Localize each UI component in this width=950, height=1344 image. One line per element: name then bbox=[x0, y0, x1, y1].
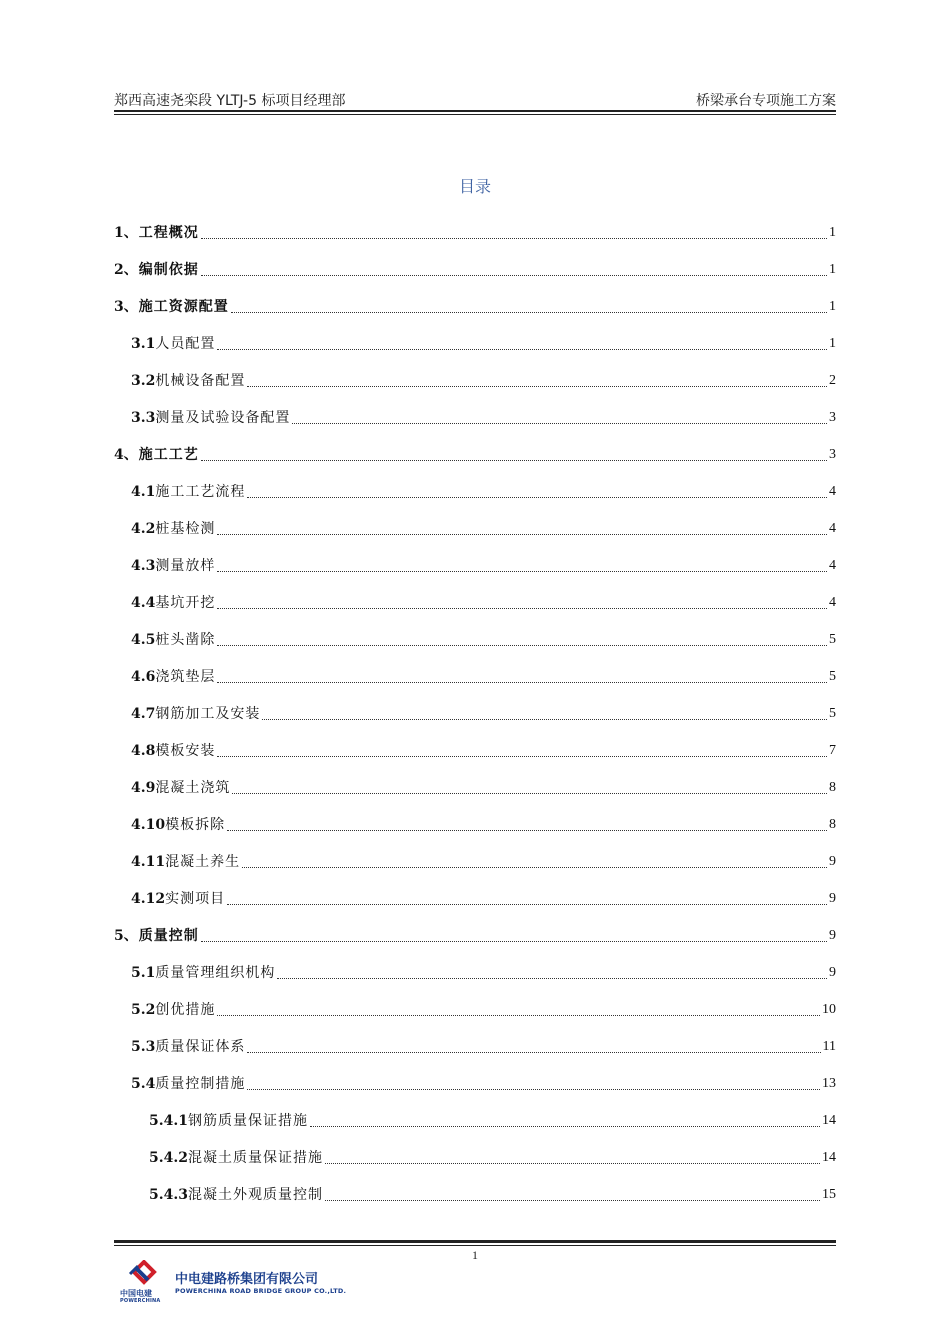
toc-entry-number: 4.2 bbox=[131, 521, 156, 537]
toc-leader-dots bbox=[310, 1125, 820, 1127]
header-rule bbox=[114, 110, 836, 112]
footer-rule bbox=[114, 1240, 836, 1243]
toc-entry-title: 模板安装 bbox=[155, 743, 216, 759]
toc-entry-number: 4.12 bbox=[131, 891, 166, 907]
toc-entry-number: 2 bbox=[114, 262, 124, 278]
toc-entry-title: 混凝土质量保证措施 bbox=[187, 1150, 323, 1166]
toc-entry-page: 5 bbox=[829, 669, 836, 684]
toc-entry-title: 混凝土浇筑 bbox=[155, 780, 231, 796]
toc-entry[interactable] bbox=[114, 576, 836, 613]
toc-entry-separator: 、 bbox=[123, 447, 139, 463]
toc-entry-page: 8 bbox=[829, 780, 836, 795]
toc-entry-separator: 、 bbox=[123, 928, 139, 944]
header-project-name: 郑西高速尧栾段 YLTJ-5 标项目经理部 bbox=[114, 93, 346, 109]
toc-leader-dots bbox=[247, 496, 827, 498]
toc-entry-separator: 、 bbox=[123, 225, 139, 241]
toc-entry-number: 3.1 bbox=[131, 336, 156, 352]
toc-entry-number: 3.2 bbox=[131, 373, 156, 389]
toc-entry-page: 9 bbox=[829, 928, 836, 943]
toc-entry-page: 1 bbox=[829, 299, 836, 314]
toc-entry-title: 人员配置 bbox=[155, 336, 216, 352]
toc-entry[interactable] bbox=[114, 354, 836, 391]
toc-entry-title: 质量控制措施 bbox=[155, 1076, 246, 1092]
toc-entry-page: 2 bbox=[829, 373, 836, 388]
toc-entry-number: 5.4.2 bbox=[149, 1150, 188, 1166]
toc-leader-dots bbox=[217, 533, 827, 535]
company-logo bbox=[120, 1260, 360, 1304]
toc-entry-title: 模板拆除 bbox=[165, 817, 226, 833]
toc-entry-page: 3 bbox=[829, 447, 836, 462]
toc-entry[interactable] bbox=[114, 206, 836, 243]
toc-leader-dots bbox=[247, 385, 827, 387]
toc-entry-number: 3.3 bbox=[131, 410, 156, 426]
toc-entry-page: 14 bbox=[822, 1150, 836, 1165]
toc-entry[interactable] bbox=[114, 613, 836, 650]
toc-entry-page: 4 bbox=[829, 595, 836, 610]
toc-entry-number: 4.8 bbox=[131, 743, 156, 759]
toc-leader-dots bbox=[242, 866, 827, 868]
toc-entry[interactable] bbox=[114, 650, 836, 687]
toc-entry-number: 5.4.1 bbox=[149, 1113, 188, 1129]
toc-title: 目录 bbox=[458, 177, 491, 196]
toc-entry-number: 4.1 bbox=[131, 484, 156, 500]
toc-entry-page: 4 bbox=[829, 484, 836, 499]
toc-entry-title: 桩头凿除 bbox=[155, 632, 216, 648]
company-name: 中电建路桥集团有限公司 bbox=[175, 1272, 319, 1287]
toc-entry-page: 5 bbox=[829, 706, 836, 721]
toc-entry-title: 基坑开挖 bbox=[155, 595, 216, 611]
toc-entry-number: 4.7 bbox=[131, 706, 156, 722]
toc-entry[interactable] bbox=[114, 1057, 836, 1094]
toc-entry[interactable] bbox=[114, 428, 836, 465]
toc-entry-page: 7 bbox=[829, 743, 836, 758]
toc-leader-dots bbox=[292, 422, 827, 424]
toc-leader-dots bbox=[217, 644, 827, 646]
toc-entry-title: 创优措施 bbox=[155, 1002, 216, 1018]
toc-entry-title: 钢筋加工及安装 bbox=[155, 706, 261, 722]
toc-leader-dots bbox=[262, 718, 827, 720]
toc-entry-number: 1 bbox=[114, 225, 124, 241]
toc-entry[interactable] bbox=[114, 761, 836, 798]
toc-leader-dots bbox=[201, 274, 827, 276]
toc-entry-page: 1 bbox=[829, 336, 836, 351]
header-rule-thin bbox=[114, 114, 836, 115]
toc-entry[interactable] bbox=[114, 835, 836, 872]
toc-leader-dots bbox=[201, 459, 827, 461]
toc-entry-title: 桩基检测 bbox=[155, 521, 216, 537]
toc-leader-dots bbox=[217, 681, 827, 683]
toc-entry-number: 5.2 bbox=[131, 1002, 156, 1018]
toc-entry-separator: 、 bbox=[123, 299, 139, 315]
toc-entry-page: 13 bbox=[822, 1076, 836, 1091]
toc-entry-number: 5 bbox=[114, 928, 124, 944]
toc-entry-title: 混凝土养生 bbox=[165, 854, 241, 870]
toc-entry[interactable] bbox=[114, 798, 836, 835]
toc-entry-title: 机械设备配置 bbox=[155, 373, 246, 389]
toc-entry-page: 10 bbox=[822, 1002, 836, 1017]
toc-entry-title: 混凝土外观质量控制 bbox=[187, 1187, 323, 1203]
toc-entry[interactable] bbox=[114, 1094, 836, 1131]
toc-entry[interactable] bbox=[114, 946, 836, 983]
toc-entry-page: 15 bbox=[822, 1187, 836, 1202]
toc-entry-page: 9 bbox=[829, 854, 836, 869]
toc-leader-dots bbox=[325, 1162, 820, 1164]
toc-entry[interactable] bbox=[114, 724, 836, 761]
toc-entry-page: 1 bbox=[829, 262, 836, 277]
toc-entry[interactable] bbox=[114, 983, 836, 1020]
logo-cn-small: 中国电建 bbox=[120, 1289, 152, 1298]
toc-entry-page: 14 bbox=[822, 1113, 836, 1128]
toc-entry-title: 工程概况 bbox=[138, 225, 199, 241]
toc-entry-number: 4.11 bbox=[131, 854, 166, 870]
toc-entry-title: 施工工艺 bbox=[138, 447, 199, 463]
toc-entry-number: 4.4 bbox=[131, 595, 156, 611]
toc-entry[interactable] bbox=[114, 280, 836, 317]
toc-entry-number: 4.9 bbox=[131, 780, 156, 796]
toc-entry[interactable] bbox=[114, 1131, 836, 1168]
toc-entry-number: 3 bbox=[114, 299, 124, 315]
toc-leader-dots bbox=[217, 348, 827, 350]
toc-leader-dots bbox=[227, 903, 827, 905]
page-number: 1 bbox=[472, 1248, 478, 1262]
company-name-en: POWERCHINA ROAD BRIDGE GROUP CO.,LTD. bbox=[175, 1287, 347, 1295]
toc-entry-page: 1 bbox=[829, 225, 836, 240]
toc-leader-dots bbox=[232, 792, 827, 794]
toc-entry[interactable] bbox=[114, 909, 836, 946]
toc-entry-title: 测量放样 bbox=[155, 558, 216, 574]
toc-entry-number: 4.3 bbox=[131, 558, 156, 574]
toc-entry-number: 4.5 bbox=[131, 632, 156, 648]
toc-entry-page: 9 bbox=[829, 891, 836, 906]
toc-leader-dots bbox=[217, 607, 827, 609]
toc-leader-dots bbox=[217, 1014, 820, 1016]
toc-entry[interactable] bbox=[114, 317, 836, 354]
toc-leader-dots bbox=[277, 977, 827, 979]
toc-entry-page: 4 bbox=[829, 558, 836, 573]
toc-leader-dots bbox=[217, 570, 827, 572]
toc-entry-page: 9 bbox=[829, 965, 836, 980]
toc-leader-dots bbox=[227, 829, 827, 831]
toc-leader-dots bbox=[201, 940, 827, 942]
toc-entry-title: 施工资源配置 bbox=[138, 299, 229, 315]
toc-entry-number: 5.4.3 bbox=[149, 1187, 188, 1203]
toc-entry-page: 5 bbox=[829, 632, 836, 647]
toc-entry-number: 4.6 bbox=[131, 669, 156, 685]
toc-entry-title: 浇筑垫层 bbox=[155, 669, 216, 685]
toc-entry-number: 5.1 bbox=[131, 965, 156, 981]
toc-entry-title: 实测项目 bbox=[165, 891, 226, 907]
page-header bbox=[114, 88, 836, 110]
toc-leader-dots bbox=[247, 1051, 820, 1053]
toc-entry-page: 11 bbox=[822, 1039, 836, 1054]
toc-entry-number: 5.3 bbox=[131, 1039, 156, 1055]
header-document-title: 桥梁承台专项施工方案 bbox=[696, 93, 836, 109]
toc-entry[interactable] bbox=[114, 391, 836, 428]
powerchina-logo-icon bbox=[124, 1260, 164, 1288]
toc-entry-title: 质量管理组织机构 bbox=[155, 965, 276, 981]
toc-entry-title: 测量及试验设备配置 bbox=[155, 410, 291, 426]
toc-entry-title: 质量保证体系 bbox=[155, 1039, 246, 1055]
toc-entry[interactable] bbox=[114, 539, 836, 576]
toc-entry-title: 编制依据 bbox=[138, 262, 199, 278]
logo-en-small: POWERCHINA bbox=[120, 1298, 161, 1304]
toc-entry[interactable] bbox=[114, 872, 836, 909]
toc-entry[interactable] bbox=[114, 243, 836, 280]
toc-entry-page: 3 bbox=[829, 410, 836, 425]
toc-entry-number: 4.10 bbox=[131, 817, 166, 833]
toc-entry-number: 5.4 bbox=[131, 1076, 156, 1092]
toc-leader-dots bbox=[231, 311, 827, 313]
toc-leader-dots bbox=[217, 755, 827, 757]
toc-leader-dots bbox=[201, 237, 827, 239]
toc-entry[interactable] bbox=[114, 502, 836, 539]
footer-rule-thin bbox=[114, 1245, 836, 1246]
toc-entry-title: 施工工艺流程 bbox=[155, 484, 246, 500]
toc-entry[interactable] bbox=[114, 1020, 836, 1057]
toc-leader-dots bbox=[247, 1088, 820, 1090]
toc-entry-page: 8 bbox=[829, 817, 836, 832]
toc-entry[interactable] bbox=[114, 465, 836, 502]
toc-entry-separator: 、 bbox=[123, 262, 139, 278]
toc-entry-number: 4 bbox=[114, 447, 124, 463]
toc-entry[interactable] bbox=[114, 1168, 836, 1205]
toc-entry-title: 钢筋质量保证措施 bbox=[187, 1113, 308, 1129]
toc-entry-page: 4 bbox=[829, 521, 836, 536]
toc-leader-dots bbox=[325, 1199, 820, 1201]
toc-entry-title: 质量控制 bbox=[138, 928, 199, 944]
toc-entry[interactable] bbox=[114, 687, 836, 724]
table-of-contents bbox=[114, 206, 836, 1205]
